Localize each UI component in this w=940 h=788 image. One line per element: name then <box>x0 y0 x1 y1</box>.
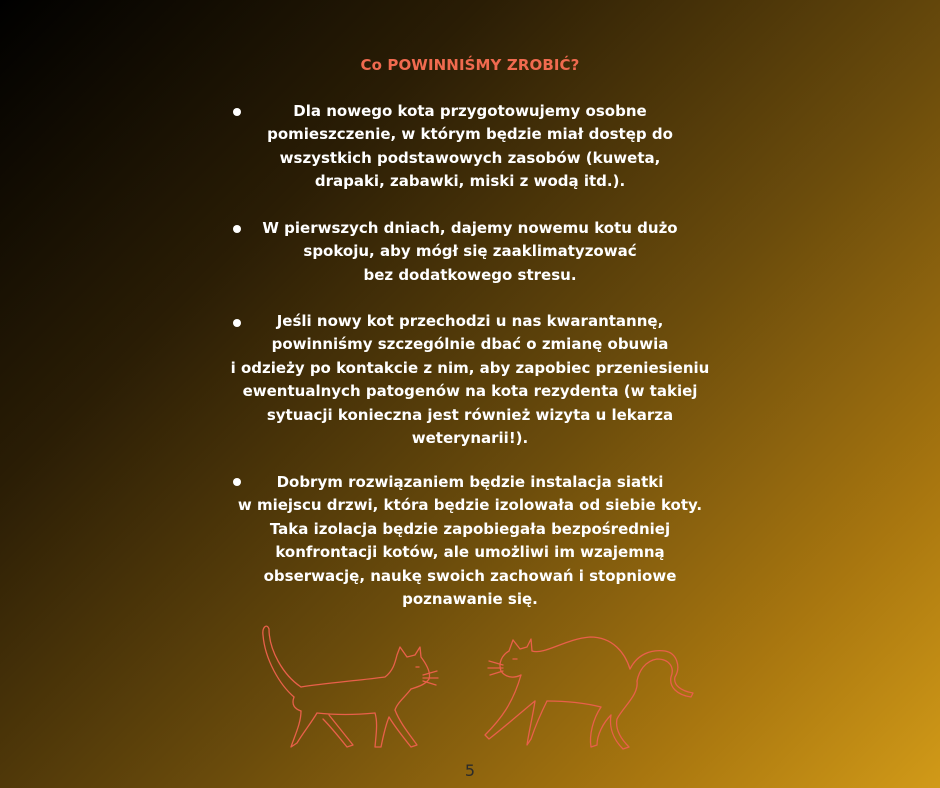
heading: Co POWINNIŚMY ZROBIĆ? <box>360 56 580 74</box>
text-line: ewentualnych patogenów na kota rezydenta (w takiej <box>242 382 698 401</box>
text-line: pomieszczenie, w którym będzie miał dostęp do <box>267 125 673 144</box>
text-line: poznawanie się. <box>402 590 538 609</box>
text-line: wszystkich podstawowych zasobów (kuweta, <box>279 148 661 167</box>
text-line: konfrontacji kotów, ale umożliwi im wzajemną <box>275 543 665 562</box>
text-line: Dobrym rozwiązaniem będzie instalacja siatki <box>276 473 664 491</box>
text-line: obserwację, naukę swoich zachowań i stopniowe <box>263 566 677 585</box>
text-line: Dla nowego kota przygotowujemy osobne <box>293 102 647 120</box>
arched-cat-icon <box>485 637 693 749</box>
text-line: Jeśli nowy kot przechodzi u nas kwarantannę, <box>276 312 664 330</box>
text-line: Taka izolacja będzie zapobiegała bezpośredniej <box>269 519 671 538</box>
bullet-paragraph-2 <box>220 217 720 287</box>
text-line: spokoju, aby mógł się zaaklimatyzować <box>303 242 637 261</box>
bullet-paragraph-1 <box>220 100 720 194</box>
text-line: powinniśmy szczególnie dbać o zmianę obuwia <box>271 335 669 354</box>
text-line: sytuacji konieczna jest również wizyta u lekarza <box>266 405 674 424</box>
text-line: bez dodatkowego stresu. <box>363 265 577 284</box>
walking-cat-icon <box>263 626 438 747</box>
cats-illustration <box>245 615 695 755</box>
text-line: weterynarii!). <box>411 429 529 448</box>
bullet-paragraph-3 <box>220 310 720 450</box>
text-line: W pierwszych dniach, dajemy nowemu kotu dużo <box>262 219 678 237</box>
page-number: 5 <box>464 761 476 780</box>
text-line: w miejscu drzwi, która będzie izolowała od siebie koty. <box>237 496 703 515</box>
text-line: drapaki, zabawki, miski z wodą itd.). <box>314 172 626 191</box>
text-line: i odzieży po kontakcie z nim, aby zapobiec przeniesieniu <box>230 358 710 377</box>
bullet-paragraph-4 <box>220 471 720 611</box>
